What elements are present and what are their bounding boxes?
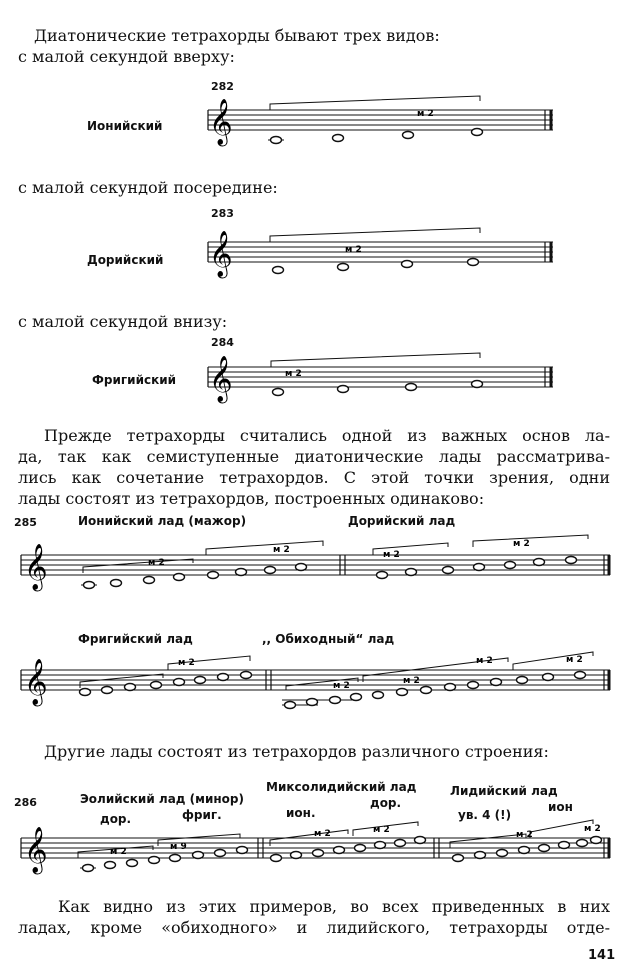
svg-text:м 2: м 2 bbox=[566, 655, 583, 665]
paragraph-3: Как видно из этих примеров, во всех приведенных в них ладах, кроме «обиходного» и лидийского, тетрахорды отде- bbox=[18, 897, 610, 937]
label-dor-2: дор. bbox=[370, 796, 402, 810]
svg-text:м 2: м 2 bbox=[333, 681, 350, 691]
svg-text:м 2: м 2 bbox=[345, 245, 362, 255]
example-number-284: 284 bbox=[211, 336, 234, 349]
svg-text:м 2: м 2 bbox=[476, 656, 493, 666]
svg-text:м 2: м 2 bbox=[314, 829, 331, 839]
example-number-286: 286 bbox=[14, 796, 37, 809]
svg-text:м 2: м 2 bbox=[373, 825, 390, 835]
note bbox=[403, 132, 414, 139]
mode-label-aeolian: Эолийский лад (минор) bbox=[80, 792, 244, 806]
mode-label-lydian: Лидийский лад bbox=[450, 784, 558, 798]
svg-text:𝄞: 𝄞 bbox=[24, 659, 48, 705]
mode-label-phrygian: Фригийский bbox=[92, 373, 177, 387]
svg-text:м 2: м 2 bbox=[178, 658, 195, 668]
example-number-282: 282 bbox=[211, 80, 234, 93]
mode-label-phrygian-lad: Фригийский лад bbox=[78, 632, 193, 646]
note bbox=[472, 129, 483, 136]
svg-text:м 2: м 2 bbox=[417, 109, 434, 119]
staff-282 bbox=[205, 90, 560, 150]
mode-label-dorian-lad: Дорийский лад bbox=[348, 514, 456, 528]
mode-label-ionian: Ионийский bbox=[87, 119, 163, 133]
svg-text:м 2: м 2 bbox=[148, 558, 165, 568]
svg-text:м 2: м 2 bbox=[403, 676, 420, 686]
treble-clef-icon: 𝄞 bbox=[209, 231, 233, 277]
label-ion: ион. bbox=[286, 806, 316, 820]
svg-text:𝄞: 𝄞 bbox=[24, 544, 48, 590]
page-number: 141 bbox=[588, 948, 616, 963]
intro-line-2: с малой секундой вверху: bbox=[18, 47, 235, 66]
paragraph-2: Другие лады состоят из тетрахордов различного строения: bbox=[44, 742, 549, 761]
mode-label-dorian: Дорийский bbox=[87, 253, 164, 267]
staff-285-top bbox=[18, 535, 618, 595]
note bbox=[271, 137, 282, 144]
mode-label-obikhodny: ,, Обиходный“ лад bbox=[262, 632, 395, 646]
svg-text:𝄞: 𝄞 bbox=[24, 827, 48, 873]
example-number-283: 283 bbox=[211, 207, 234, 220]
treble-clef-icon: 𝄞 bbox=[209, 99, 233, 145]
intro-line-1: Диатонические тетрахорды бывают трех видов: bbox=[34, 26, 440, 45]
example-number-285: 285 bbox=[14, 516, 37, 529]
svg-text:м 2: м 2 bbox=[110, 847, 127, 857]
svg-text:м 2: м 2 bbox=[285, 369, 302, 379]
treble-clef-icon: 𝄞 bbox=[209, 356, 233, 402]
label-frig: фриг. bbox=[182, 808, 222, 822]
paragraph-1: Прежде тетрахорды считались одной из важных основ ла- да, так как семиступенные диатонические лады рассматрива- лись как сочетание тетрахордов. С этой точки зрения, одни лады состоят из тетрахордов, построенных одинаково: bbox=[18, 426, 610, 508]
note bbox=[333, 135, 344, 142]
heading-middle: с малой секундой посередине: bbox=[18, 178, 278, 197]
svg-text:м 2: м 2 bbox=[516, 830, 533, 840]
label-dor: дор. bbox=[100, 812, 132, 826]
staff-285-bottom bbox=[18, 650, 618, 720]
svg-text:м 2: м 2 bbox=[273, 545, 290, 555]
staff-283 bbox=[205, 222, 560, 282]
mode-label-mixolydian: Миксолидийский лад bbox=[266, 780, 417, 794]
label-uv4: ув. 4 (!) bbox=[458, 808, 512, 822]
svg-text:м 2: м 2 bbox=[584, 824, 601, 834]
mode-label-ionian-major: Ионийский лад (мажор) bbox=[78, 514, 247, 528]
label-ion-2: ион bbox=[548, 800, 573, 814]
svg-text:м 9: м 9 bbox=[170, 842, 187, 852]
heading-bottom: с малой секундой внизу: bbox=[18, 312, 228, 331]
svg-text:м 2: м 2 bbox=[383, 550, 400, 560]
svg-text:м 2: м 2 bbox=[513, 539, 530, 549]
staff-286 bbox=[18, 818, 618, 878]
staff-284 bbox=[205, 347, 560, 407]
